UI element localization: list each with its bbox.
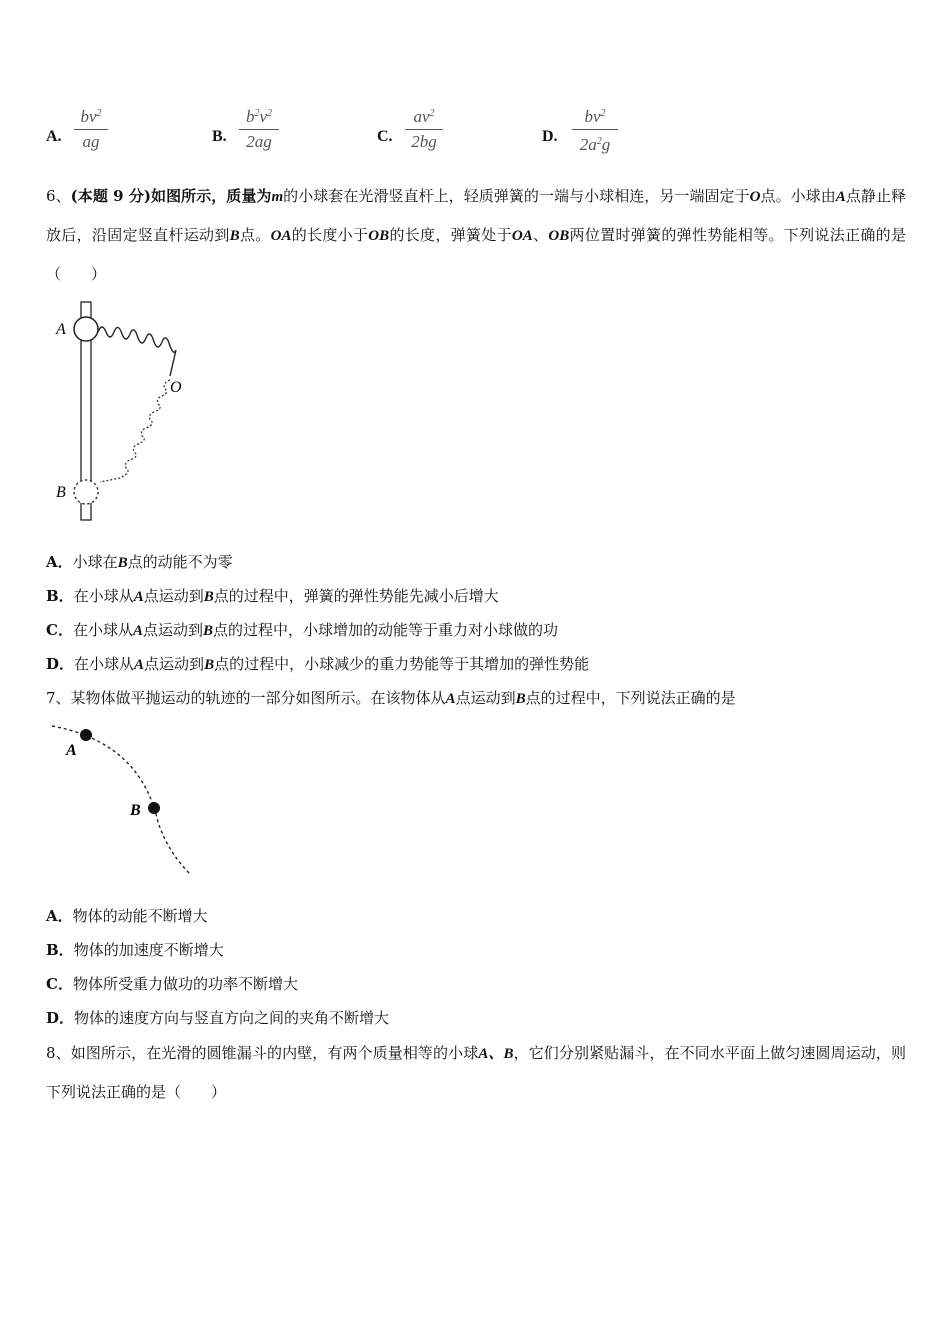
q5-option-b-fraction: $b^2v^2$ 2ag [239, 104, 279, 152]
q7-option-a: A．物体的动能不断增大 [46, 907, 208, 925]
q5-option-c-fraction: $av^2$ 2bg [405, 104, 443, 152]
label-o: O [170, 379, 182, 396]
label-a: A [66, 742, 77, 759]
spring-at-a [98, 327, 176, 376]
q5-option-a-fraction: $bv^2$ ag [74, 104, 108, 152]
ball-b [74, 480, 98, 504]
label-a: A [56, 321, 66, 338]
q6-option-a: A．小球在B点的动能不为零 [46, 553, 233, 571]
q8-stem: 8、如图所示，在光滑的圆锥漏斗的内壁，有两个质量相等的小球A、B，它们分别紧贴漏斗，在不同水平面上做匀速圆周运动，则下列说法正确的是（ ） [46, 1044, 906, 1101]
q6-option-b: B．在小球从A点运动到B点的过程中，弹簧的弹性势能先减小后增大 [46, 587, 499, 605]
spring-at-b [100, 380, 170, 482]
q5-option-b-letter: B. [212, 128, 227, 145]
q6-option-c: C．在小球从A点运动到B点的过程中，小球增加的动能等于重力对小球做的功 [46, 621, 559, 639]
q7-option-b: B．物体的加速度不断增大 [46, 941, 224, 959]
q7-option-c: C．物体所受重力做功的功率不断增大 [46, 975, 298, 993]
q5-option-c-letter: C. [377, 128, 393, 145]
q5-option-d-letter: D. [542, 128, 558, 145]
ball-a [74, 317, 98, 341]
q7-stem: 7、某物体做平抛运动的轨迹的一部分如图所示。在该物体从A点运动到B点的过程中，下列说法正确的是 [46, 689, 736, 707]
q6-option-d: D．在小球从A点运动到B点的过程中，小球减少的重力势能等于其增加的弹性势能 [46, 655, 590, 673]
q5-option-d-fraction: $bv^2$ $2a^2g$ [572, 104, 618, 155]
q6-stem: 6、(本题 9 分)如图所示，质量为m的小球套在光滑竖直杆上，轻质弹簧的一端与小球相连，另一端固定于O点。小球由A点静止释放后，沿固定竖直杆运动到B点。OA的长度小于OB的长度，弹簧处于OA、OB两位置时弹簧的弹性势能相等。下列说法正确的是（ ） [46, 187, 906, 283]
q7-option-d: D．物体的速度方向与竖直方向之间的夹角不断增大 [46, 1009, 390, 1027]
q7-trajectory-figure [50, 722, 200, 878]
q5-option-a-letter: A. [46, 128, 62, 145]
point-a [80, 729, 92, 741]
label-b: B [130, 802, 141, 819]
label-b: B [56, 484, 66, 501]
point-b [148, 802, 160, 814]
q6-spring-rod-figure [50, 298, 200, 530]
